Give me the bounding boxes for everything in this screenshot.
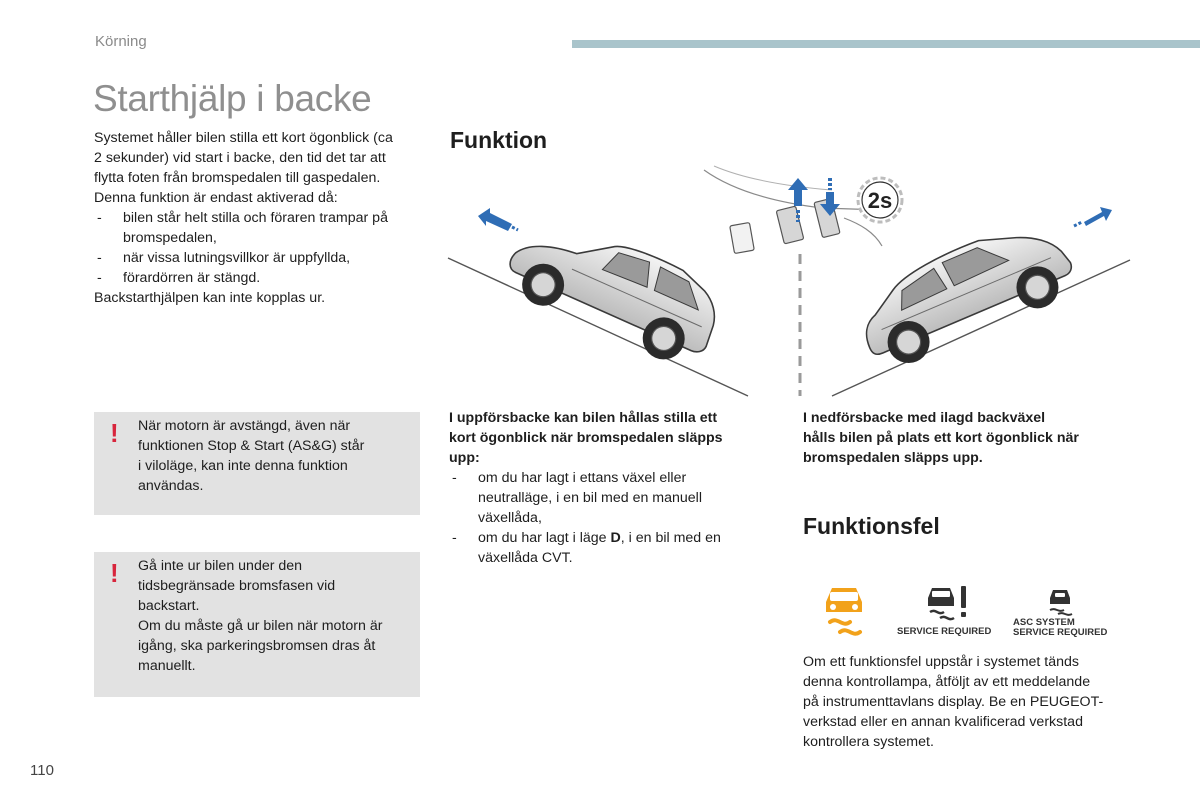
warning-text (138, 416, 406, 496)
skid-warning-icon (826, 588, 862, 634)
timer-badge-icon (858, 178, 902, 222)
warning-line: användas. (138, 478, 204, 494)
timer-label: 2s (867, 188, 893, 213)
uphill-arrow-icon (478, 208, 518, 231)
uphill-item-part: , i en bil med en växellåda CVT. (478, 530, 721, 566)
service-required-label: SERVICE REQUIRED (897, 626, 992, 637)
exclamation-icon: ! (110, 418, 119, 448)
warning-line: tidsbegränsade bromsfasen vid (138, 578, 336, 594)
uphill-item-part: om du har lagt i läge (478, 530, 611, 546)
pedal-scene (704, 166, 902, 396)
downhill-arrow-icon (1074, 207, 1112, 226)
condition-item: - när vissa lutningsvillkor är uppfyllda, (94, 248, 429, 268)
uphill-bold-text (449, 408, 759, 468)
warning-line: När motorn är avstängd, även när (138, 418, 351, 434)
warning-line: igång, ska parkeringsbromsen dras åt (138, 638, 376, 654)
warning-line: Gå inte ur bilen under den (138, 558, 303, 574)
gear-d-label: D (610, 530, 621, 546)
condition-item: - bilen står helt stilla och föraren trampar på bromspedalen, (94, 208, 429, 248)
warning-line: manuellt. (138, 658, 196, 674)
header-bar (572, 40, 1200, 48)
funktion-heading: Funktion (450, 127, 548, 153)
funktionsfel-line: kontrollera systemet. (803, 734, 934, 750)
warning-box-stop-start (94, 412, 420, 515)
intro-line: Denna funktion är endast aktiverad då: (94, 190, 338, 206)
intro-line: flytta foten från bromspedalen till gaspedalen. (94, 170, 381, 186)
exclamation-icon: ! (110, 558, 119, 588)
warning-line: funktionen Stop & Start (AS&G) står (138, 438, 365, 454)
condition-item: - förardörren är stängd. (94, 268, 429, 288)
downhill-line: bromspedalen släpps upp. (803, 450, 983, 466)
hill-start-illustration (442, 160, 1142, 400)
uphill-list (449, 468, 759, 568)
uphill-item (449, 528, 759, 568)
intro-text (94, 128, 429, 308)
warning-box-leave-car (94, 552, 420, 697)
asc-system-label: ASC SYSTEM (1013, 617, 1075, 628)
downhill-car (848, 210, 1083, 376)
funktionsfel-line: verkstad eller en annan kvalificerad verkstad (803, 714, 1083, 730)
section-label: Körning (95, 33, 147, 50)
uphill-scene (448, 204, 748, 396)
funktionsfel-line: på instrumenttavlans display. Be en PEUGEOT- (803, 694, 1104, 710)
warning-line: backstart. (138, 598, 200, 614)
page-number: 110 (30, 762, 54, 779)
asc-system-icon (1013, 590, 1107, 638)
downhill-scene (832, 207, 1130, 396)
uphill-line: upp: (449, 450, 480, 466)
funktionsfel-line: Om ett funktionsfel uppstår i systemet tänds (803, 654, 1079, 670)
conditions-list (94, 208, 429, 288)
uphill-item: - om du har lagt i ettans växel eller neutralläge, i en bil med en manuell växellåda, (449, 468, 759, 528)
fault-indicator-icons (820, 582, 1120, 642)
uphill-car (498, 204, 730, 375)
intro-line: Systemet håller bilen stilla ett kort ögonblick (ca (94, 130, 393, 146)
downhill-line: I nedförsbacke med ilagd backväxel (803, 410, 1046, 426)
warning-text (138, 556, 406, 676)
page-title: Starthjälp i backe (93, 78, 372, 119)
uphill-line: I uppförsbacke kan bilen hållas stilla ett (449, 410, 718, 426)
warning-line: i viloläge, kan inte denna funktion (138, 458, 348, 474)
warning-line: Om du måste gå ur bilen när motorn är (138, 618, 383, 634)
intro-footer: Backstarthjälpen kan inte kopplas ur. (94, 290, 326, 306)
uphill-text (449, 408, 759, 568)
clutch-pedal (730, 222, 755, 253)
service-required-icon (897, 586, 991, 637)
uphill-line: kort ögonblick när bromspedalen släpps (449, 430, 723, 446)
funktionsfel-line: denna kontrollampa, åtföljt av ett meddelande (803, 674, 1091, 690)
downhill-text (803, 408, 1133, 468)
funktionsfel-heading: Funktionsfel (803, 513, 940, 539)
funktionsfel-text (803, 652, 1138, 752)
intro-line: 2 sekunder) vid start i backe, den tid det tar att (94, 150, 386, 166)
downhill-line: hålls bilen på plats ett kort ögonblick när (803, 430, 1079, 446)
asc-service-label: SERVICE REQUIRED (1013, 627, 1108, 638)
